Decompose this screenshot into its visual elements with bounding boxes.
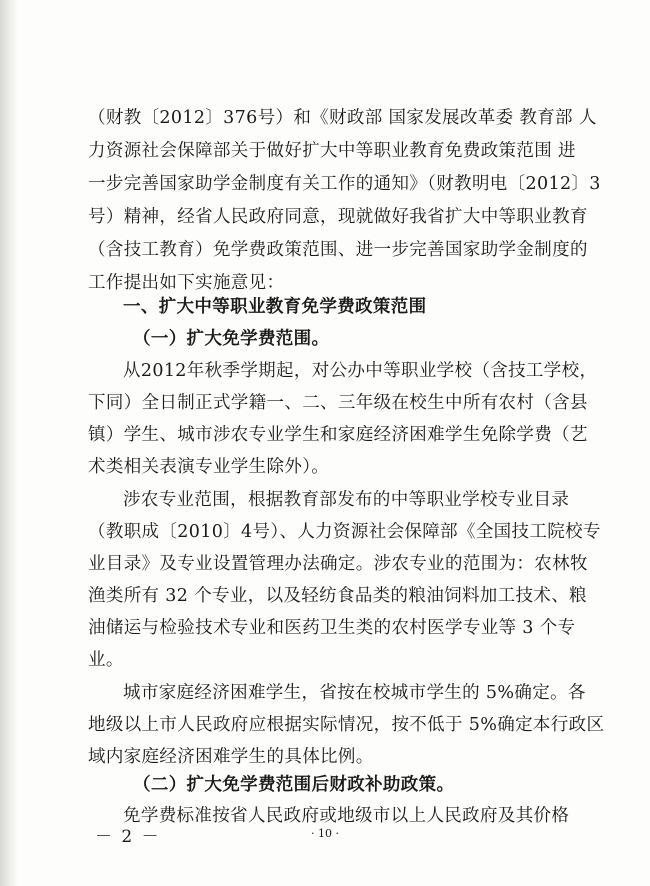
text-line: 地级以上市人民政府应根据实际情况，按不低于 5%确定本行政区 <box>88 715 605 735</box>
text-line: 免学费标准按省人民政府或地级市以上人民政府及其价格 <box>123 806 570 826</box>
text-line: 术类相关表演专业学生除外）。 <box>88 457 330 477</box>
text-line: 下同）全日制正式学籍一、二、三年级在校生中所有农村（含县 <box>88 393 588 413</box>
text-line: 力资源社会保障部关于做好扩大中等职业教育免费政策范围 进 <box>88 141 576 161</box>
scan-page-number: · 10 · <box>311 827 339 840</box>
scan-edge-shadow <box>0 0 18 886</box>
text-line: （教职成〔2010〕4号）、人力资源社会保障部《全国技工院校专 <box>88 522 601 542</box>
text-line: 涉农专业范围，根据教育部发布的中等职业学校专业目录 <box>123 490 570 510</box>
text-line: 一步完善国家助学金制度有关工作的通知》（财教明电〔2012〕3 <box>88 174 601 194</box>
text-line: 号）精神，经省人民政府同意，现就做好我省扩大中等职业教育 <box>88 207 588 227</box>
section-heading: 一、扩大中等职业教育免学费政策范围 <box>123 297 427 317</box>
text-line: 业。 <box>88 650 124 670</box>
subsection-heading: （二）扩大免学费范围后财政补助政策。 <box>133 775 455 795</box>
text-line: 工作提出如下实施意见： <box>88 273 285 293</box>
text-line: （财教〔2012〕376号）和《财政部 国家发展改革委 教育部 人 <box>88 108 597 128</box>
text-line: 渔类所有 32 个专业，以及轻纺食品类的粮油饲料加工技术、粮 <box>88 586 587 606</box>
text-line: （含技工教育）免学费政策范围、进一步完善国家助学金制度的 <box>88 240 588 260</box>
text-line: 镇）学生、城市涉农专业学生和家庭经济困难学生免除学费（艺 <box>88 425 588 445</box>
page-number: － 2 － <box>95 827 161 847</box>
text-line: 域内家庭经济困难学生的具体比例。 <box>88 747 374 767</box>
text-line: 从2012年秋季学期起，对公办中等职业学校（含技工学校， <box>123 361 598 381</box>
text-line: 城市家庭经济困难学生，省按在校城市学生的 5%确定。各 <box>123 683 586 703</box>
text-line: 油储运与检验技术专业和医药卫生类的农村医学专业等 3 个专 <box>88 618 576 638</box>
subsection-heading: （一）扩大免学费范围。 <box>133 329 330 349</box>
text-line: 业目录》及专业设置管理办法确定。涉农专业的范围为：农林牧 <box>88 554 588 574</box>
